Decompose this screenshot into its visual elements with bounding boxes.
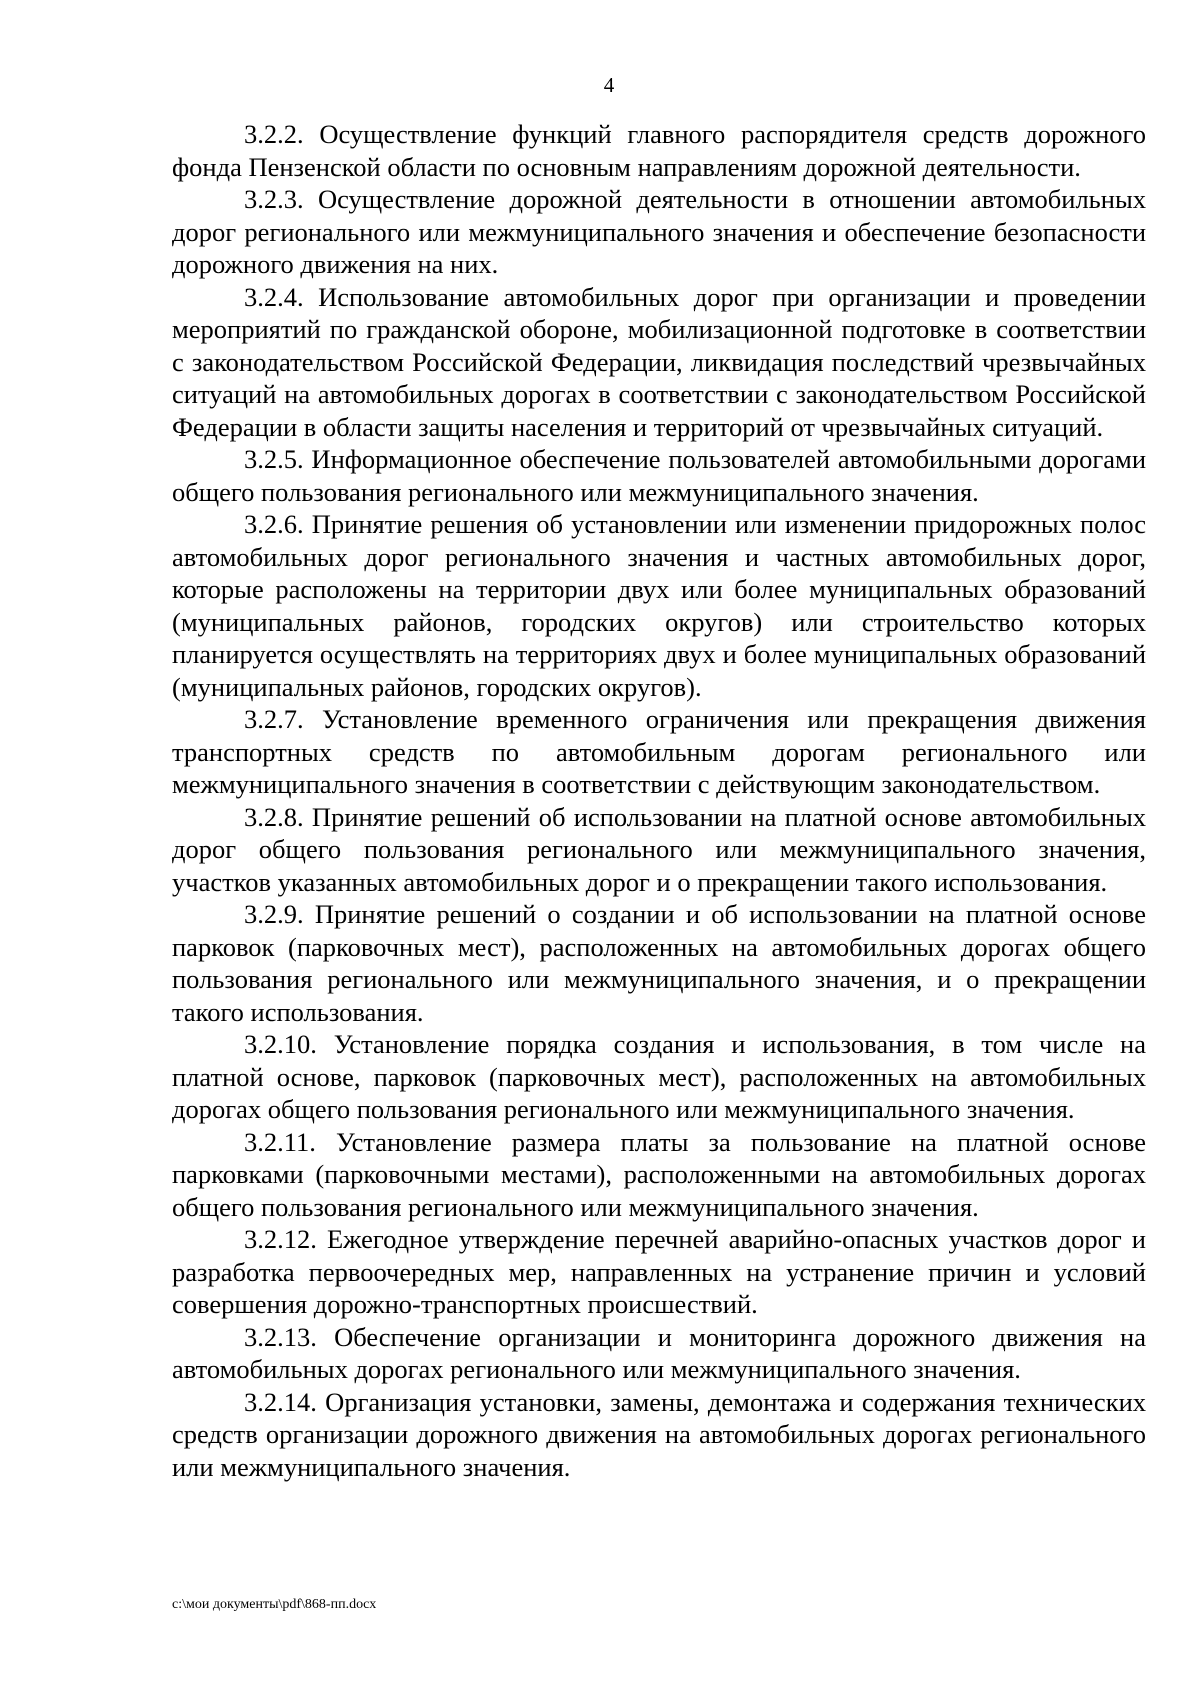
paragraph-3-2-6: 3.2.6. Принятие решения об установлении или изменении придорожных полос автомобильных дорог регионального значения и частных автомобильных дорог, которые расположены на территории двух или более муниципальных образований (муниципальных районов, городских округов) или строительство которых планируется осуществлять на территориях двух и более муниципальных образований (муниципальных районов, городских округов).: [172, 509, 1146, 702]
paragraph-3-2-11: 3.2.11. Установление размера платы за пользование на платной основе парковками (парковочными местами), расположенными на автомобильных дорогах общего пользования регионального или межмуниципального значения.: [172, 1126, 1146, 1222]
paragraph-3-2-2: 3.2.2. Осуществление функций главного распорядителя средств дорожного фонда Пензенской области по основным направлениям дорожной деятельности.: [172, 119, 1146, 182]
paragraph-3-2-10: 3.2.10. Установление порядка создания и использования, в том числе на платной основе, парковок (парковочных мест), расположенных на автомобильных дорогах общего пользования регионального или межмуниципального значения.: [172, 1029, 1146, 1124]
paragraph-3-2-3: 3.2.3. Осуществление дорожной деятельности в отношении автомобильных дорог регионального или межмуниципального значения и обеспечение безопасности дорожного движения на них.: [172, 184, 1146, 279]
paragraph-3-2-4: 3.2.4. Использование автомобильных дорог при организации и проведении мероприятий по гражданской обороне, мобилизационной подготовке в соответствии с законодательством Российской Федерации, ликвидация последствий чрезвычайных ситуаций на автомобильных дорогах в соответствии с законодательством Российской Федерации в области защиты населения и территорий от чрезвычайных ситуаций.: [172, 281, 1146, 442]
paragraph-3-2-13: 3.2.13. Обеспечение организации и мониторинга дорожного движения на автомобильных дорогах регионального или межмуниципального значения.: [172, 1321, 1146, 1384]
paragraph-3-2-5: 3.2.5. Информационное обеспечение пользователей автомобильными дорогами общего пользования регионального или межмуниципального значения.: [172, 444, 1146, 507]
paragraph-3-2-8: 3.2.8. Принятие решений об использовании на платной основе автомобильных дорог общего пользования регионального или межмуниципального значения, участков указанных автомобильных дорог и о прекращении такого использования.: [172, 801, 1146, 897]
file-path-footer: c:\мои документы\pdf\868-пп.docx: [172, 1597, 377, 1612]
document-body: [172, 118, 1146, 1483]
paragraph-3-2-9: 3.2.9. Принятие решений о создании и об использовании на платной основе парковок (парковочных мест), расположенных на автомобильных дорогах общего пользования регионального или межмуниципального значения, и о прекращении такого использования.: [172, 899, 1146, 1027]
paragraph-3-2-7: 3.2.7. Установление временного ограничения или прекращения движения транспортных средств по автомобильным дорогам регионального или межмуниципального значения в соответствии с действующим законодательством.: [172, 704, 1146, 799]
paragraph-3-2-14: 3.2.14. Организация установки, замены, демонтажа и содержания технических средств организации дорожного движения на автомобильных дорогах регионального или межмуниципального значения.: [172, 1386, 1146, 1482]
paragraph-3-2-12: 3.2.12. Ежегодное утверждение перечней аварийно-опасных участков дорог и разработка первоочередных мер, направленных на устранение причин и условий совершения дорожно-транспортных происшествий.: [172, 1224, 1146, 1319]
page-number: 4: [603, 73, 615, 97]
